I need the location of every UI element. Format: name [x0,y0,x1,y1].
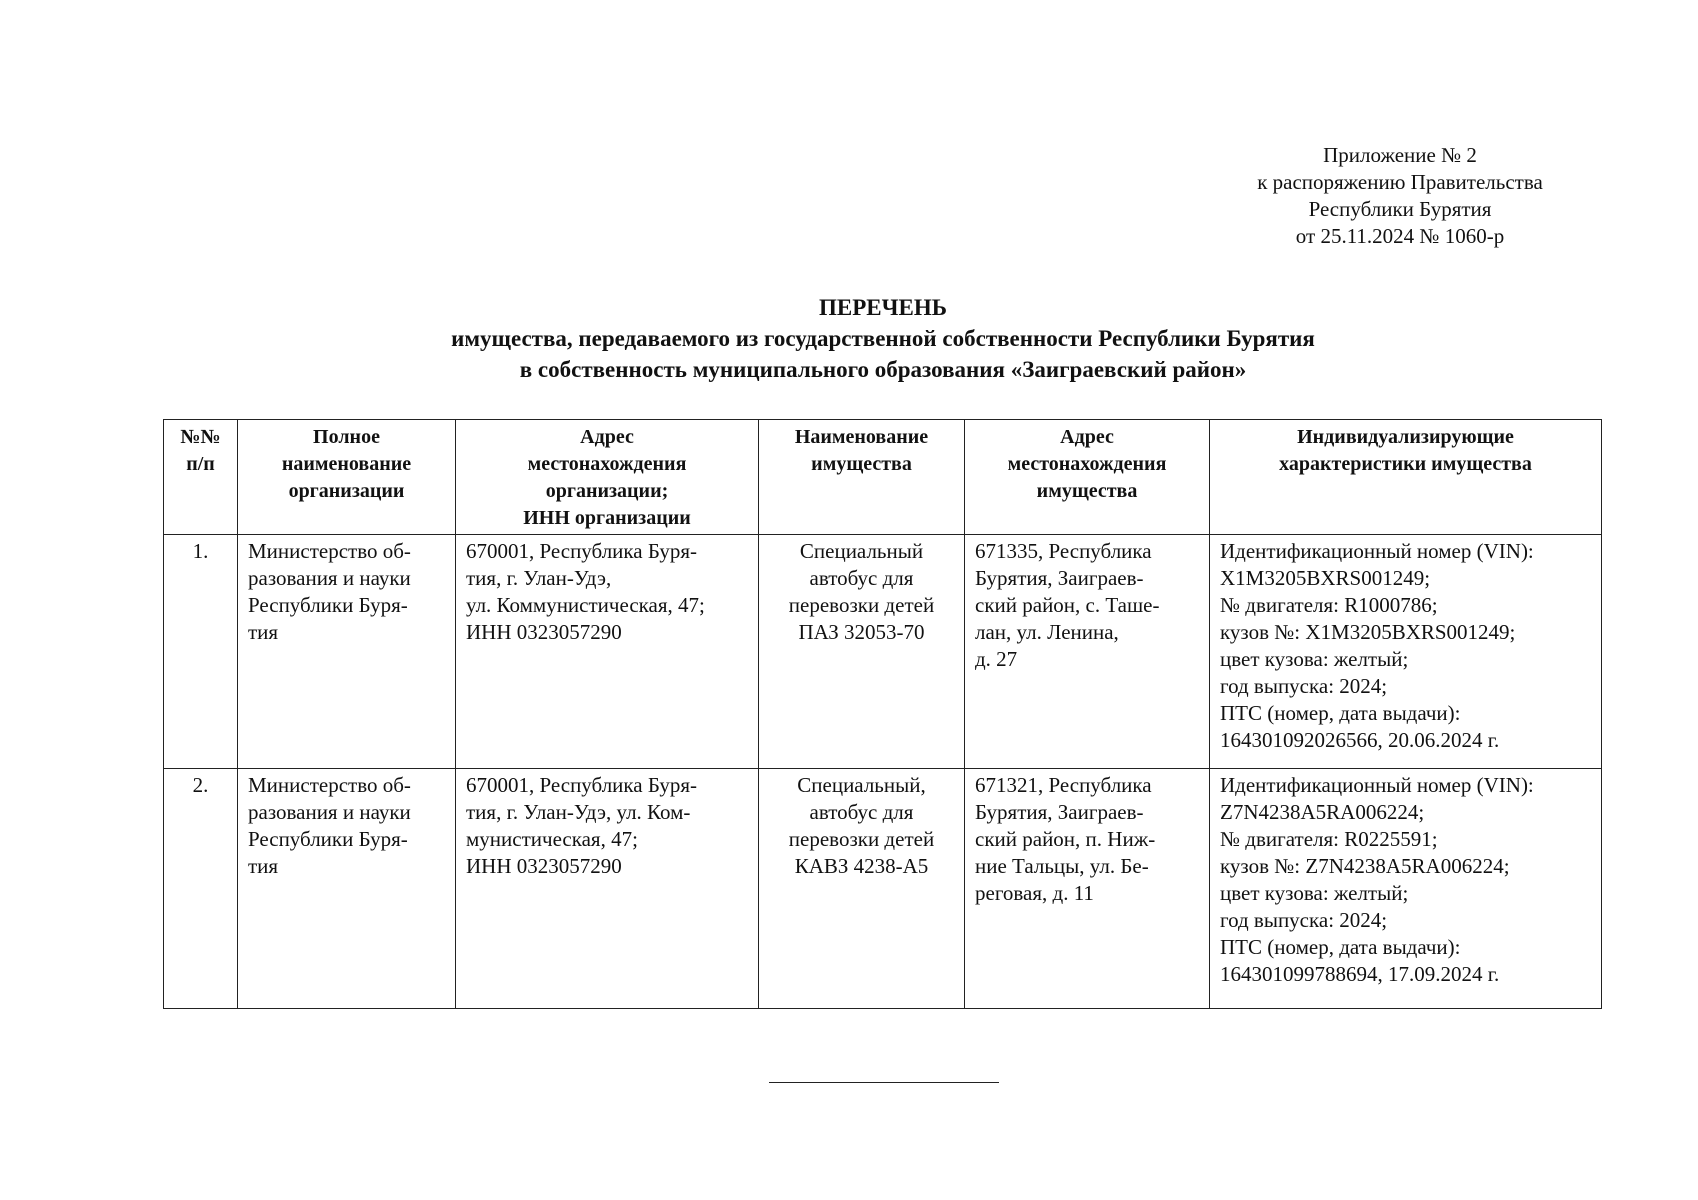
header-org-address: Адрес местонахождения организации; ИНН организации [456,420,759,535]
row-number: 1. [164,535,238,769]
row-organization: Министерство об- разования и науки Республики Буря- тия [238,769,456,1009]
row-organization: Министерство об- разования и науки Республики Буря- тия [238,535,456,769]
footer-divider [769,1082,999,1083]
appendix-line: Республики Бурятия [1308,197,1492,221]
table-header-row [164,420,1602,535]
appendix-line: Приложение № 2 [1323,143,1477,167]
row-number: 2. [164,769,238,1009]
property-table [163,419,1602,1009]
appendix-line: от 25.11.2024 № 1060-р [1295,224,1505,248]
header-property: Наименование имущества [759,420,965,535]
appendix-block [1180,142,1620,250]
row-property-address: 671321, Республика Бурятия, Заиграев- ский район, п. Ниж- ние Тальцы, ул. Бе- реговая, д. 11 [965,769,1210,1009]
row-org-address: 670001, Республика Буря- тия, г. Улан-Удэ, ул. Коммунистическая, 47; ИНН 0323057290 [456,535,759,769]
row-org-address: 670001, Республика Буря- тия, г. Улан-Удэ, ул. Ком- мунистическая, 47; ИНН 0323057290 [456,769,759,1009]
row-property: Специальный, автобус для перевозки детей КАВЗ 4238-А5 [759,769,965,1009]
title-line: имущества, передаваемого из государственной собственности Республики Бурятия [451,326,1315,351]
appendix-line: к распоряжению Правительства [1257,170,1543,194]
header-organization: Полное наименование организации [238,420,456,535]
title-line: ПЕРЕЧЕНЬ [819,295,947,320]
table-row [164,535,1602,769]
row-characteristics: Идентификационный номер (VIN): X1M3205BXRS001249; № двигателя: R1000786; кузов №: X1M3205BXRS001249; цвет кузова: желтый; год выпуска: 2024; ПТС (номер, дата выдачи): 164301092026566, 20.06.2024 г. [1210,535,1602,769]
table-row [164,769,1602,1009]
header-property-address: Адрес местонахождения имущества [965,420,1210,535]
title-line: в собственность муниципального образования «Заиграевский район» [519,357,1247,382]
row-property-address: 671335, Республика Бурятия, Заиграев- ский район, с. Таше- лан, ул. Ленина, д. 27 [965,535,1210,769]
row-property: Специальный автобус для перевозки детей ПАЗ 32053-70 [759,535,965,769]
header-characteristics: Индивидуализирующие характеристики имущества [1210,420,1602,535]
header-number: №№ п/п [164,420,238,535]
row-characteristics: Идентификационный номер (VIN): Z7N4238A5RA006224; № двигателя: R0225591; кузов №: Z7N4238A5RA006224; цвет кузова: желтый; год выпуска: 2024; ПТС (номер, дата выдачи): 164301099788694, 17.09.2024 г. [1210,769,1602,1009]
document-title [163,292,1603,385]
